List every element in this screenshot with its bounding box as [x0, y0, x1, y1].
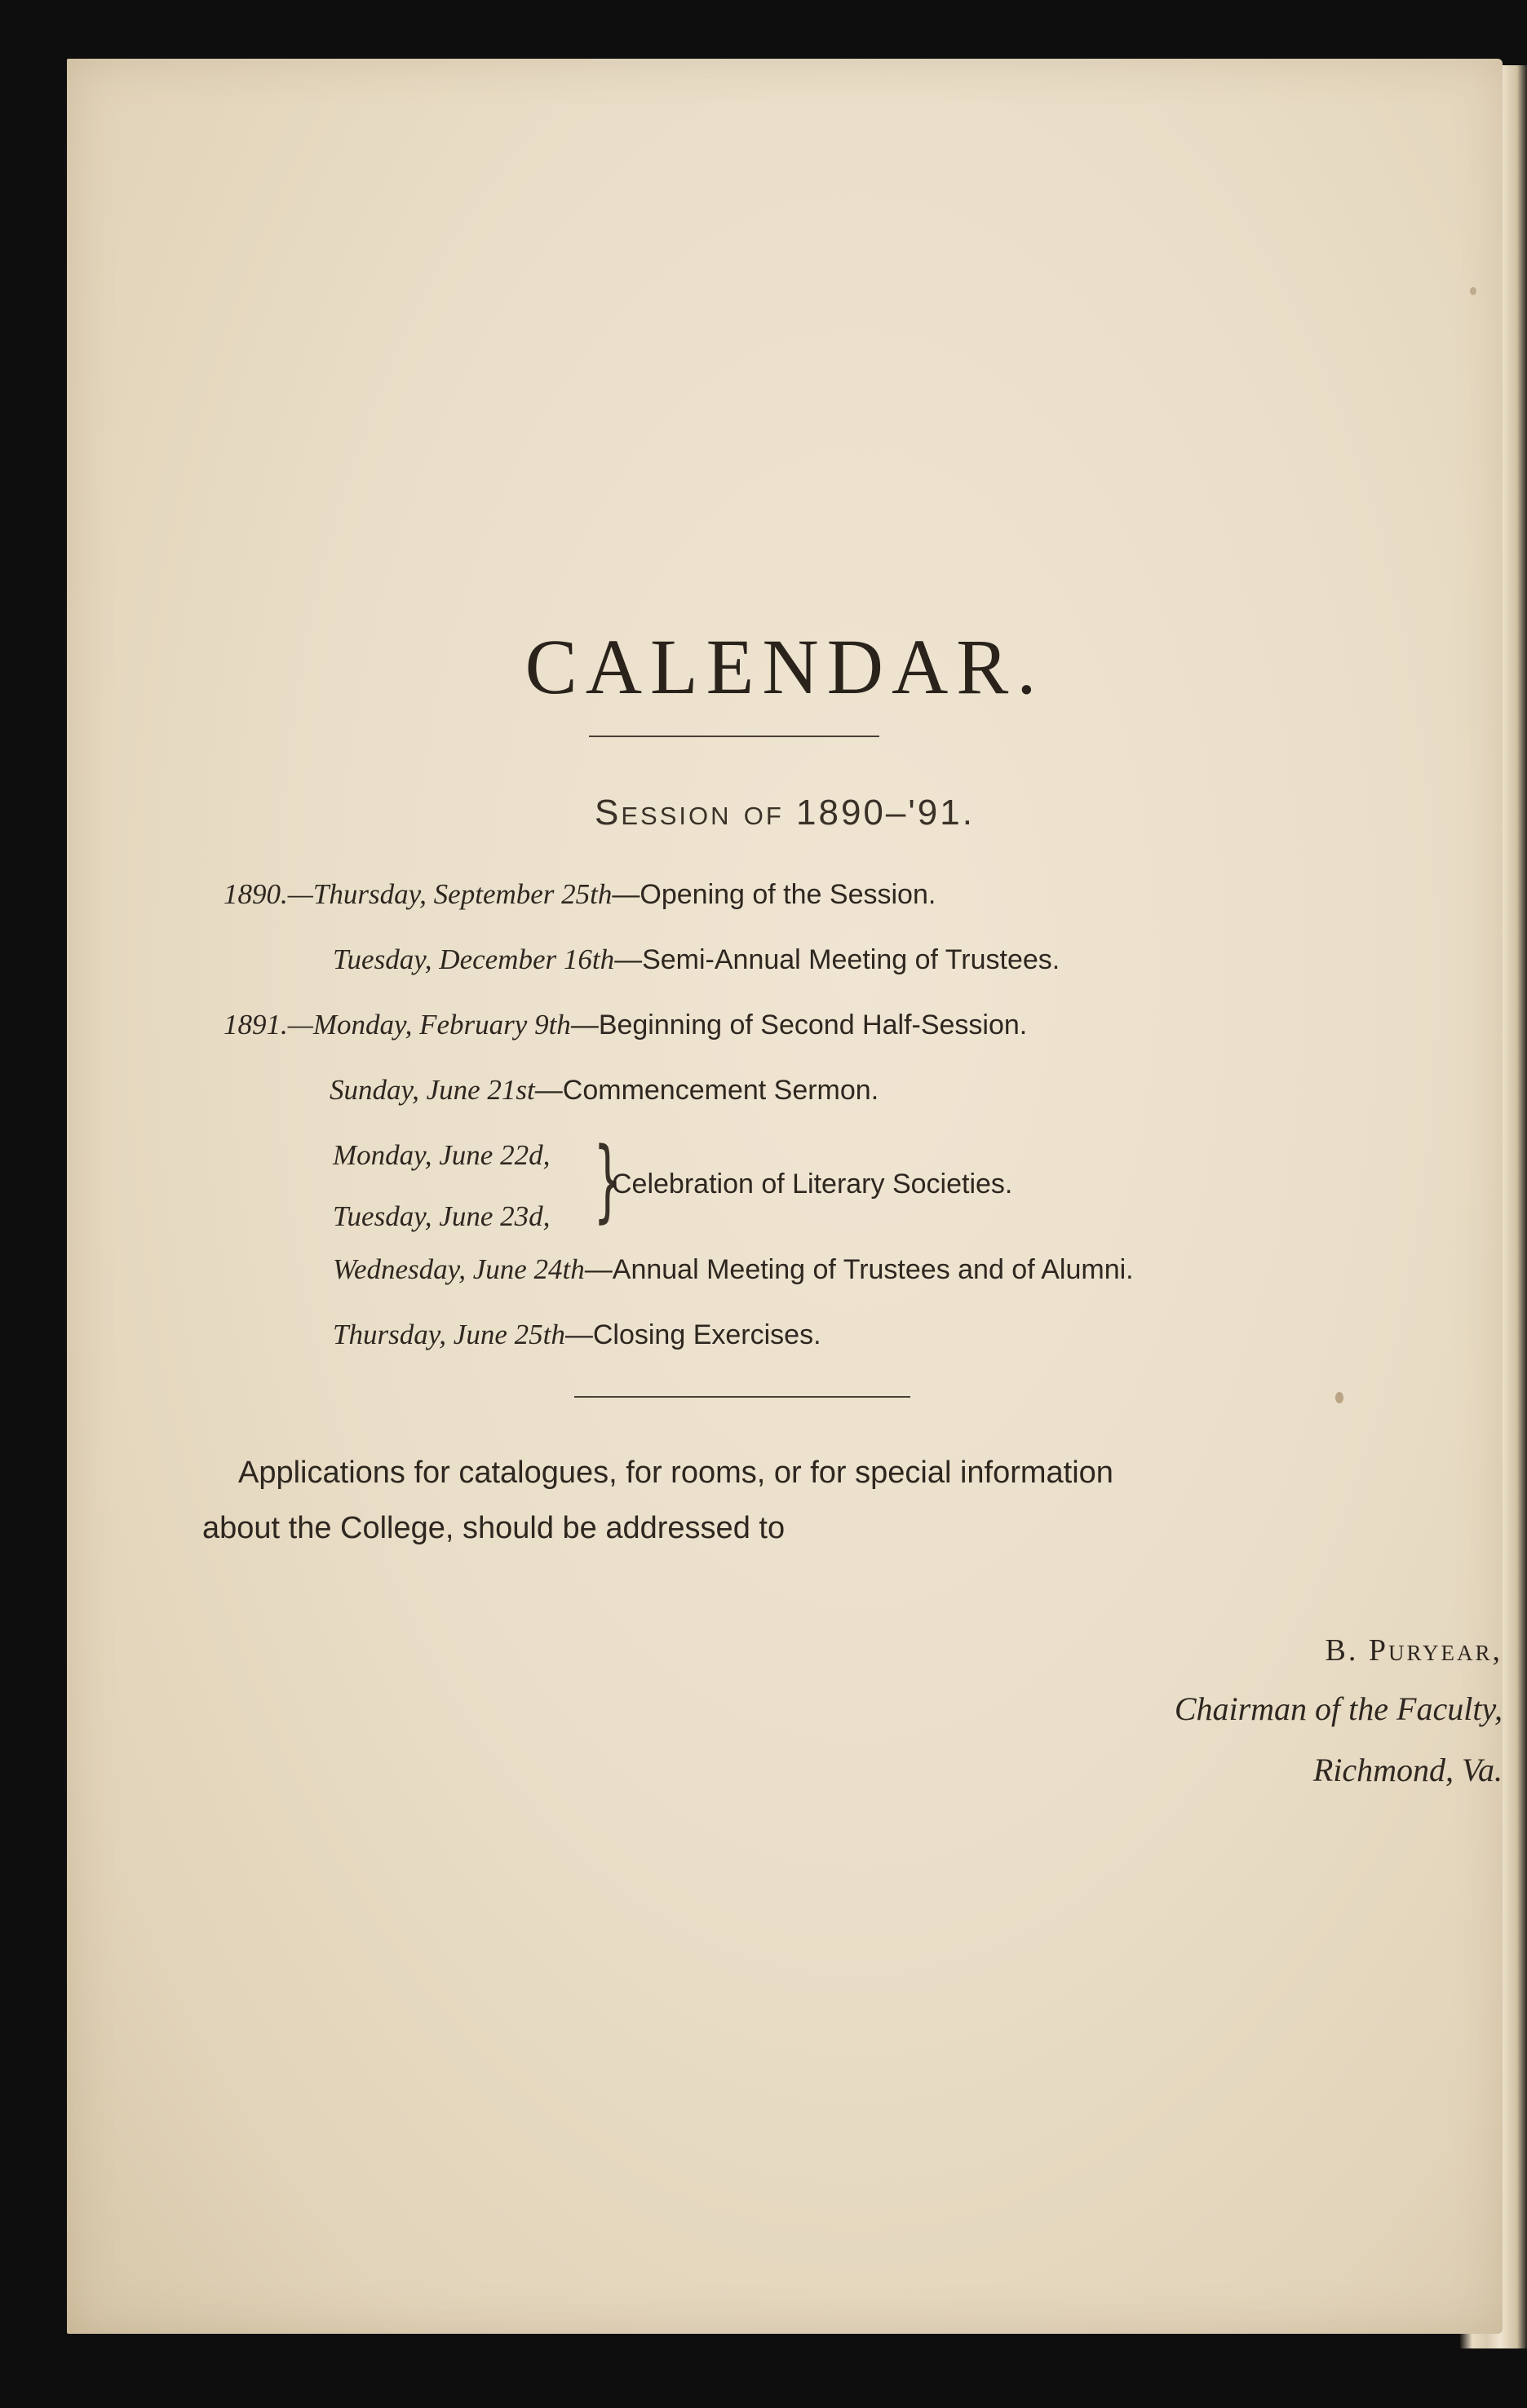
- entry-event: Celebration of Literary Societies.: [612, 1169, 1013, 1200]
- entry-event: Commencement Sermon.: [562, 1075, 879, 1106]
- entry-date: Sunday, June 21st: [330, 1074, 535, 1106]
- signature-role: Chairman of the Faculty,: [1174, 1690, 1503, 1727]
- calendar-entry-event: [612, 1168, 1012, 1200]
- entry-sep: —: [614, 944, 643, 975]
- entry-event: Semi-Annual Meeting of Trustees.: [642, 944, 1060, 975]
- calendar-entry-date-b: [333, 1200, 550, 1233]
- page-title: CALENDAR.: [524, 623, 1045, 710]
- calendar-entry: [333, 1319, 821, 1351]
- entry-sep: —: [534, 1075, 563, 1106]
- calendar-entry: [224, 878, 936, 911]
- entry-event: Opening of the Session.: [640, 879, 936, 910]
- calendar-entry-date-a: [333, 1139, 550, 1172]
- entry-prefix: 1891.—: [224, 1009, 313, 1041]
- entry-prefix: 1890.—: [224, 878, 313, 910]
- applications-line: about the College, should be addressed to: [202, 1511, 786, 1545]
- signature-place: Richmond, Va.: [1312, 1752, 1503, 1788]
- entry-date: Thursday, September 25th: [312, 878, 613, 910]
- calendar-entry: [333, 943, 1060, 976]
- entry-event: Beginning of Second Half-Session.: [598, 1010, 1028, 1041]
- calendar-entry: [333, 1253, 1134, 1286]
- entry-sep: —: [584, 1254, 613, 1285]
- paper-stain: [1335, 1392, 1343, 1403]
- entry-event: Closing Exercises.: [592, 1319, 821, 1350]
- entry-event: Annual Meeting of Trustees and of Alumni.: [612, 1254, 1134, 1285]
- signature-name: B. Puryear,: [1325, 1633, 1503, 1668]
- calendar-entry: [224, 1009, 1027, 1041]
- entry-date: Wednesday, June 24th: [333, 1253, 585, 1285]
- applications-paragraph: [202, 1445, 1315, 1556]
- applications-line: Applications for catalogues, for rooms, or for special information: [238, 1456, 1113, 1490]
- entry-date: Tuesday, June 23d,: [333, 1200, 551, 1232]
- session-heading: Session of 1890–'91.: [595, 793, 975, 833]
- entry-date: Thursday, June 25th: [333, 1319, 565, 1350]
- entry-date: Tuesday, December 16th: [333, 943, 615, 975]
- book-page: [67, 59, 1503, 2334]
- brace-symbol: }: [593, 1128, 622, 1232]
- calendar-entry: [330, 1074, 879, 1107]
- entry-sep: —: [570, 1010, 599, 1041]
- entry-date: Monday, June 22d,: [333, 1139, 551, 1171]
- entry-sep: —: [564, 1319, 593, 1350]
- entry-date: Monday, February 9th: [312, 1009, 571, 1041]
- divider-bottom: [574, 1396, 910, 1398]
- paper-stain: [1470, 287, 1476, 295]
- entry-sep: —: [612, 879, 640, 910]
- divider-top: [589, 736, 879, 737]
